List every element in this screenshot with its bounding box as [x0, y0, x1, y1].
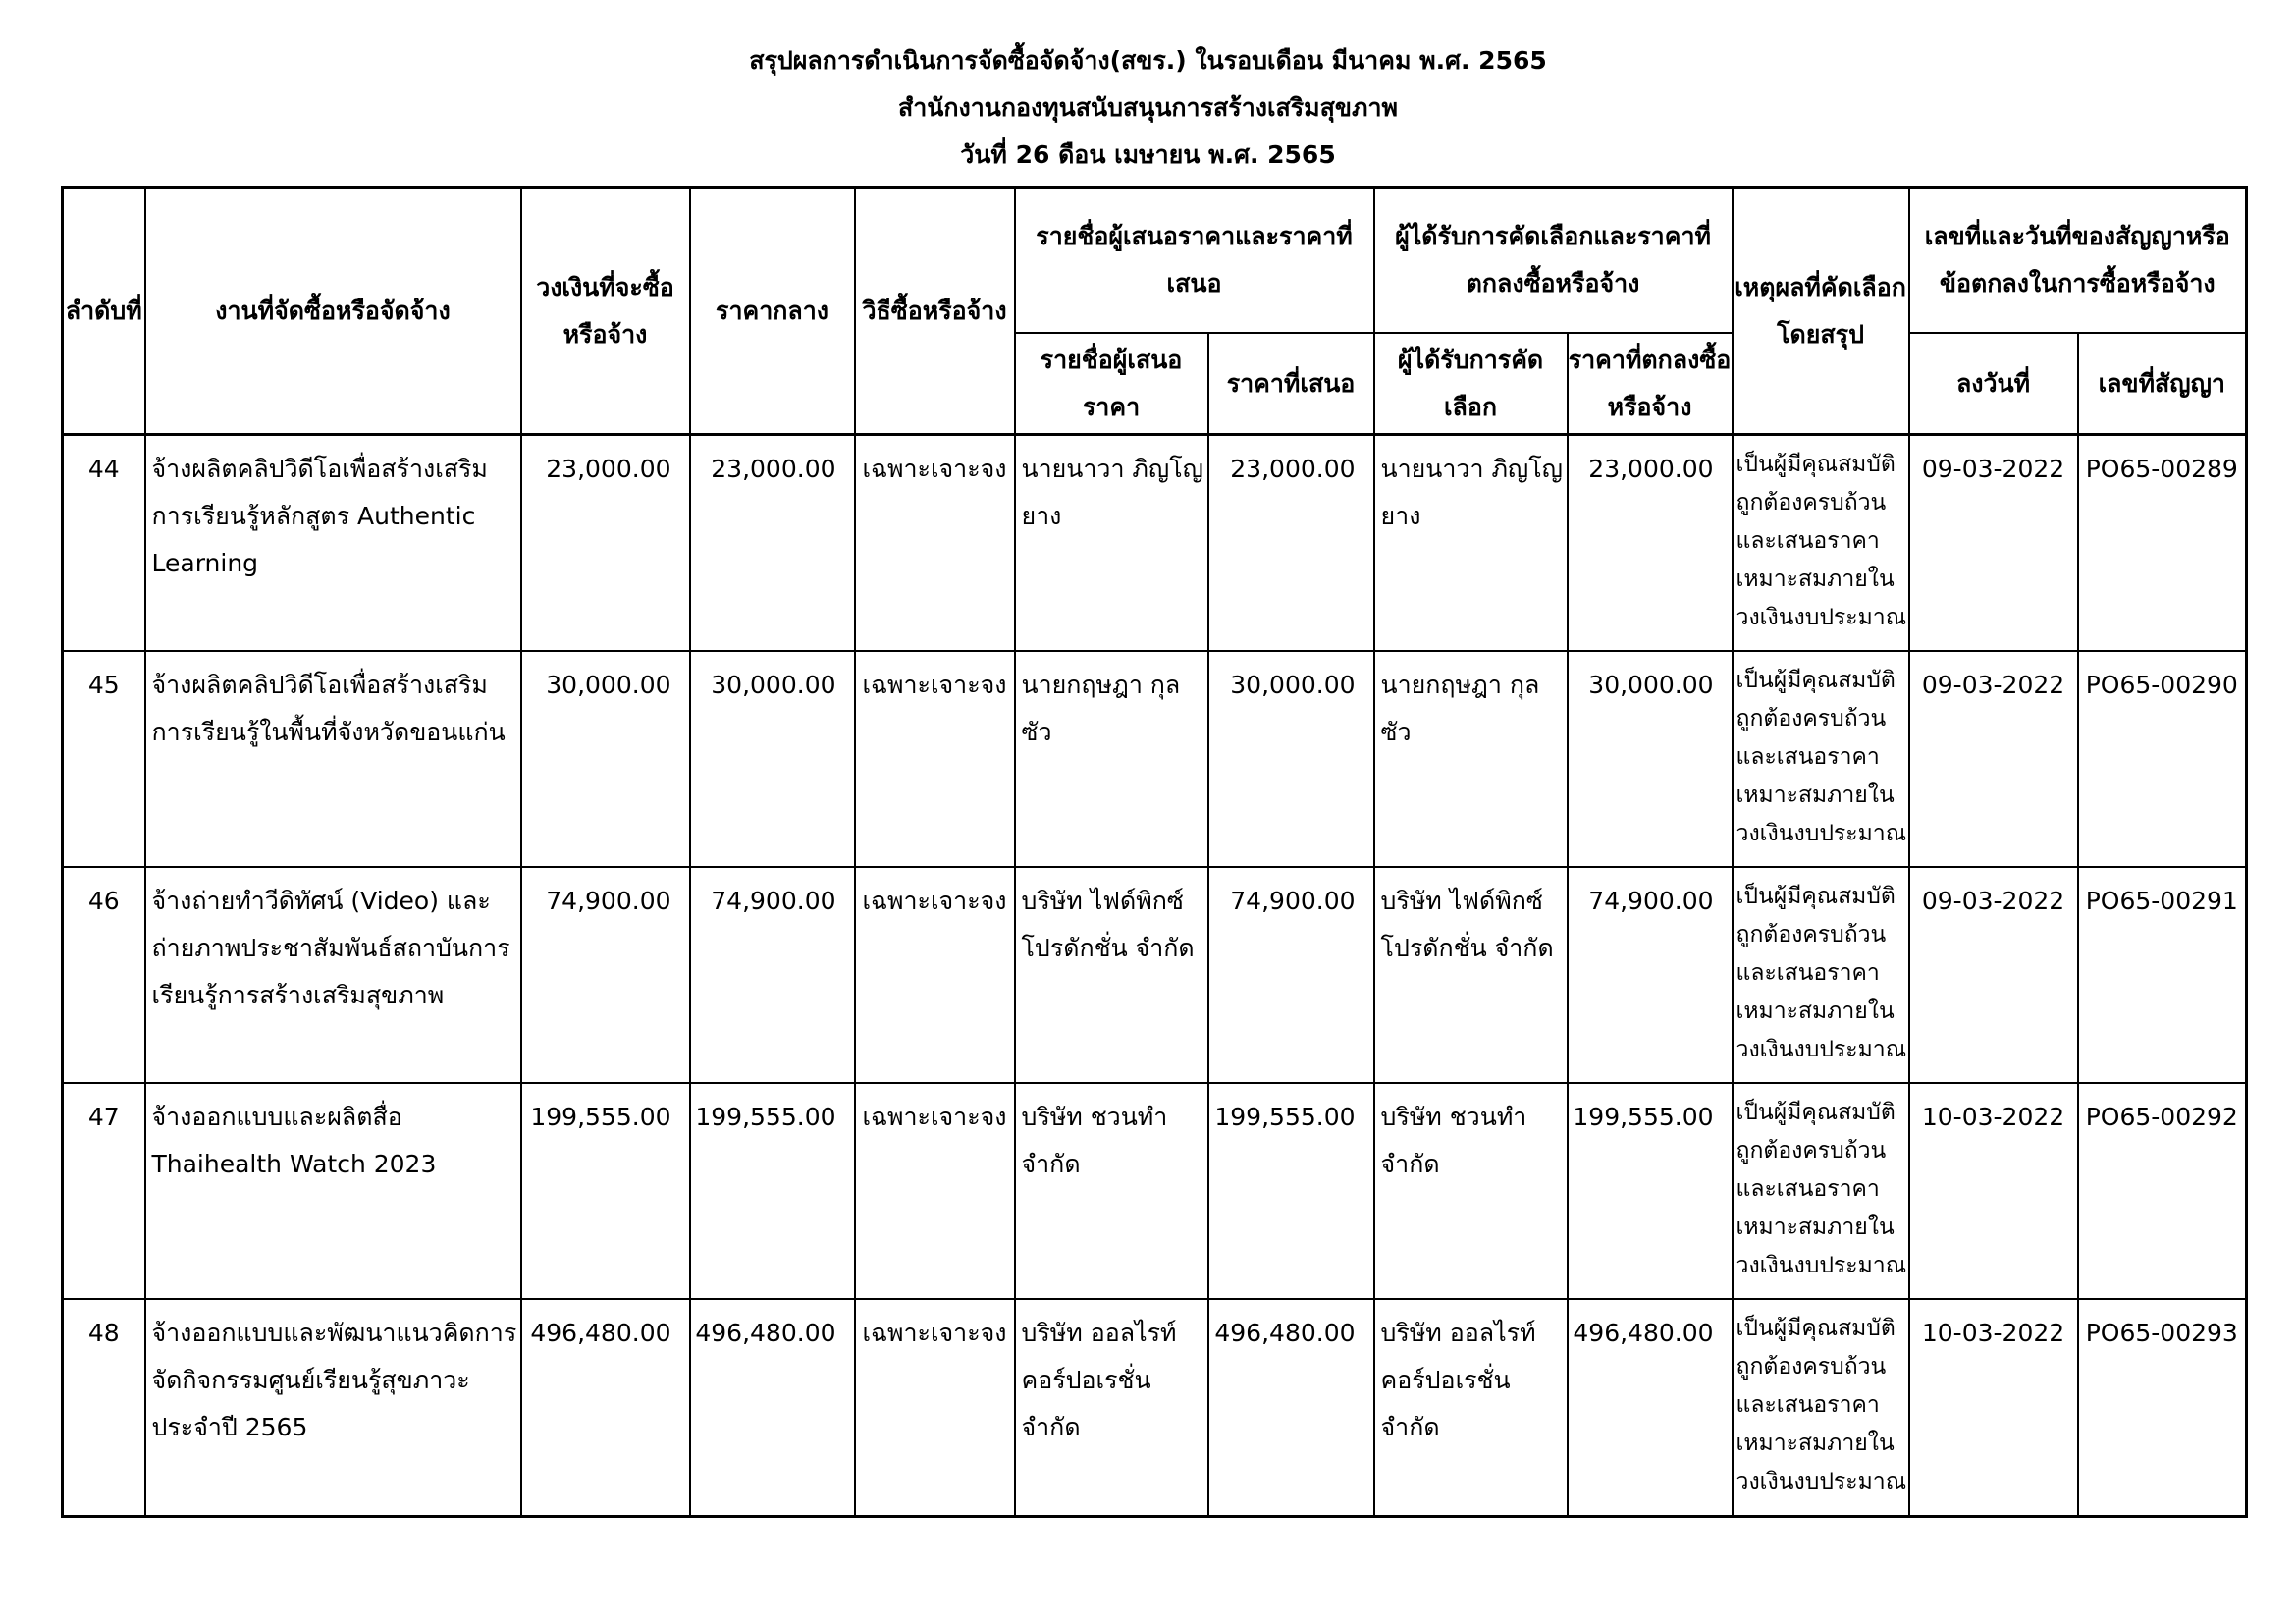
col-bidders-group: รายชื่อผู้เสนอราคาและราคาที่เสนอ [1015, 188, 1374, 334]
report-date: วันที่ 26 ดือน เมษายน พ.ศ. 2565 [960, 140, 1336, 169]
cell-median: 30,000.00 [690, 651, 855, 867]
cell-work: จ้างผลิตคลิปวิดีโอเพื่อสร้างเสริมการเรียนรู้ในพื้นที่จังหวัดขอนแก่น [145, 651, 521, 867]
cell-budget: 496,480.00 [521, 1299, 690, 1517]
cell-reason: เป็นผู้มีคุณสมบัติถูกต้องครบถ้วนและเสนอราคาเหมาะสมภายในวงเงินงบประมาณ [1733, 1083, 1909, 1299]
cell-agreed-price: 496,480.00 [1568, 1299, 1733, 1517]
cell-selected: บริษัท ไฟด์พิกซ์ โปรดักชั่น จำกัด [1374, 867, 1568, 1083]
cell-bidder: บริษัท ออลไรท์ คอร์ปอเรชั่น จำกัด [1015, 1299, 1208, 1517]
cell-method: เฉพาะเจาะจง [855, 651, 1015, 867]
cell-contract-no: PO65-00289 [2078, 435, 2247, 651]
col-sign-date: ลงวันที่ [1909, 333, 2078, 435]
col-work: งานที่จัดซื้อหรือจัดจ้าง [145, 188, 521, 435]
cell-method: เฉพาะเจาะจง [855, 1083, 1015, 1299]
cell-reason: เป็นผู้มีคุณสมบัติถูกต้องครบถ้วนและเสนอราคาเหมาะสมภายในวงเงินงบประมาณ [1733, 867, 1909, 1083]
col-selected-name: ผู้ได้รับการคัดเลือก [1374, 333, 1568, 435]
cell-median: 496,480.00 [690, 1299, 855, 1517]
cell-selected: นายกฤษฎา กุลซัว [1374, 651, 1568, 867]
col-bidder-name: รายชื่อผู้เสนอราคา [1015, 333, 1208, 435]
table-row [63, 651, 2247, 867]
col-median: ราคากลาง [690, 188, 855, 435]
cell-agreed-price: 23,000.00 [1568, 435, 1733, 651]
cell-median: 23,000.00 [690, 435, 855, 651]
cell-budget: 30,000.00 [521, 651, 690, 867]
col-reason: เหตุผลที่คัดเลือกโดยสรุป [1733, 188, 1909, 435]
col-contract-group: เลขที่และวันที่ของสัญญาหรือข้อตกลงในการซื้อหรือจ้าง [1909, 188, 2247, 334]
cell-selected: นายนาวา ภิญโญยาง [1374, 435, 1568, 651]
cell-bidder: บริษัท ไฟด์พิกซ์ โปรดักชั่น จำกัด [1015, 867, 1208, 1083]
cell-seq: 44 [63, 435, 145, 651]
cell-seq: 46 [63, 867, 145, 1083]
cell-work: จ้างออกแบบและพัฒนาแนวคิดการจัดกิจกรรมศูนย์เรียนรู้สุขภาวะประจำปี 2565 [145, 1299, 521, 1517]
cell-budget: 23,000.00 [521, 435, 690, 651]
cell-seq: 48 [63, 1299, 145, 1517]
cell-bid-price: 496,480.00 [1208, 1299, 1374, 1517]
document-header [0, 37, 2296, 179]
table-row [63, 1299, 2247, 1517]
organization-name: สำนักงานกองทุนสนับสนุนการสร้างเสริมสุขภาพ [897, 93, 1399, 122]
cell-budget: 74,900.00 [521, 867, 690, 1083]
cell-median: 199,555.00 [690, 1083, 855, 1299]
col-seq: ลำดับที่ [63, 188, 145, 435]
cell-bid-price: 199,555.00 [1208, 1083, 1374, 1299]
cell-contract-no: PO65-00290 [2078, 651, 2247, 867]
col-method: วิธีซื้อหรือจ้าง [855, 188, 1015, 435]
col-selected-group: ผู้ได้รับการคัดเลือกและราคาที่ตกลงซื้อหรือจ้าง [1374, 188, 1733, 334]
cell-reason: เป็นผู้มีคุณสมบัติถูกต้องครบถ้วนและเสนอราคาเหมาะสมภายในวงเงินงบประมาณ [1733, 1299, 1909, 1517]
cell-bidder: บริษัท ชวนทำ จำกัด [1015, 1083, 1208, 1299]
col-contract-no: เลขที่สัญญา [2078, 333, 2247, 435]
cell-sign-date: 09-03-2022 [1909, 435, 2078, 651]
cell-reason: เป็นผู้มีคุณสมบัติถูกต้องครบถ้วนและเสนอราคาเหมาะสมภายในวงเงินงบประมาณ [1733, 651, 1909, 867]
cell-bidder: นายนาวา ภิญโญยาง [1015, 435, 1208, 651]
table-row [63, 1083, 2247, 1299]
cell-contract-no: PO65-00292 [2078, 1083, 2247, 1299]
cell-contract-no: PO65-00293 [2078, 1299, 2247, 1517]
cell-sign-date: 10-03-2022 [1909, 1299, 2078, 1517]
cell-method: เฉพาะเจาะจง [855, 1299, 1015, 1517]
cell-agreed-price: 74,900.00 [1568, 867, 1733, 1083]
cell-contract-no: PO65-00291 [2078, 867, 2247, 1083]
col-budget: วงเงินที่จะซื้อหรือจ้าง [521, 188, 690, 435]
report-title: สรุปผลการดำเนินการจัดซื้อจัดจ้าง(สขร.) ในรอบเดือน มีนาคม พ.ศ. 2565 [749, 46, 1547, 75]
cell-method: เฉพาะเจาะจง [855, 435, 1015, 651]
cell-reason: เป็นผู้มีคุณสมบัติถูกต้องครบถ้วนและเสนอราคาเหมาะสมภายในวงเงินงบประมาณ [1733, 435, 1909, 651]
cell-work: จ้างถ่ายทำวีดิทัศน์ (Video) และถ่ายภาพประชาสัมพันธ์สถาบันการเรียนรู้การสร้างเสริมสุขภาพ [145, 867, 521, 1083]
cell-bid-price: 74,900.00 [1208, 867, 1374, 1083]
cell-seq: 47 [63, 1083, 145, 1299]
cell-bid-price: 30,000.00 [1208, 651, 1374, 867]
cell-selected: บริษัท ชวนทำ จำกัด [1374, 1083, 1568, 1299]
cell-work: จ้างออกแบบและผลิตสื่อ Thaihealth Watch 2023 [145, 1083, 521, 1299]
cell-seq: 45 [63, 651, 145, 867]
cell-work: จ้างผลิตคลิปวิดีโอเพื่อสร้างเสริมการเรียนรู้หลักสูตร Authentic Learning [145, 435, 521, 651]
table-row [63, 867, 2247, 1083]
cell-sign-date: 10-03-2022 [1909, 1083, 2078, 1299]
procurement-table [61, 186, 2248, 1518]
cell-median: 74,900.00 [690, 867, 855, 1083]
cell-method: เฉพาะเจาะจง [855, 867, 1015, 1083]
cell-budget: 199,555.00 [521, 1083, 690, 1299]
cell-bid-price: 23,000.00 [1208, 435, 1374, 651]
cell-sign-date: 09-03-2022 [1909, 651, 2078, 867]
table-row [63, 435, 2247, 651]
cell-agreed-price: 199,555.00 [1568, 1083, 1733, 1299]
cell-sign-date: 09-03-2022 [1909, 867, 2078, 1083]
col-agreed-price: ราคาที่ตกลงซื้อหรือจ้าง [1568, 333, 1733, 435]
cell-agreed-price: 30,000.00 [1568, 651, 1733, 867]
col-bid-price: ราคาที่เสนอ [1208, 333, 1374, 435]
cell-selected: บริษัท ออลไรท์ คอร์ปอเรชั่น จำกัด [1374, 1299, 1568, 1517]
cell-bidder: นายกฤษฎา กุลซัว [1015, 651, 1208, 867]
